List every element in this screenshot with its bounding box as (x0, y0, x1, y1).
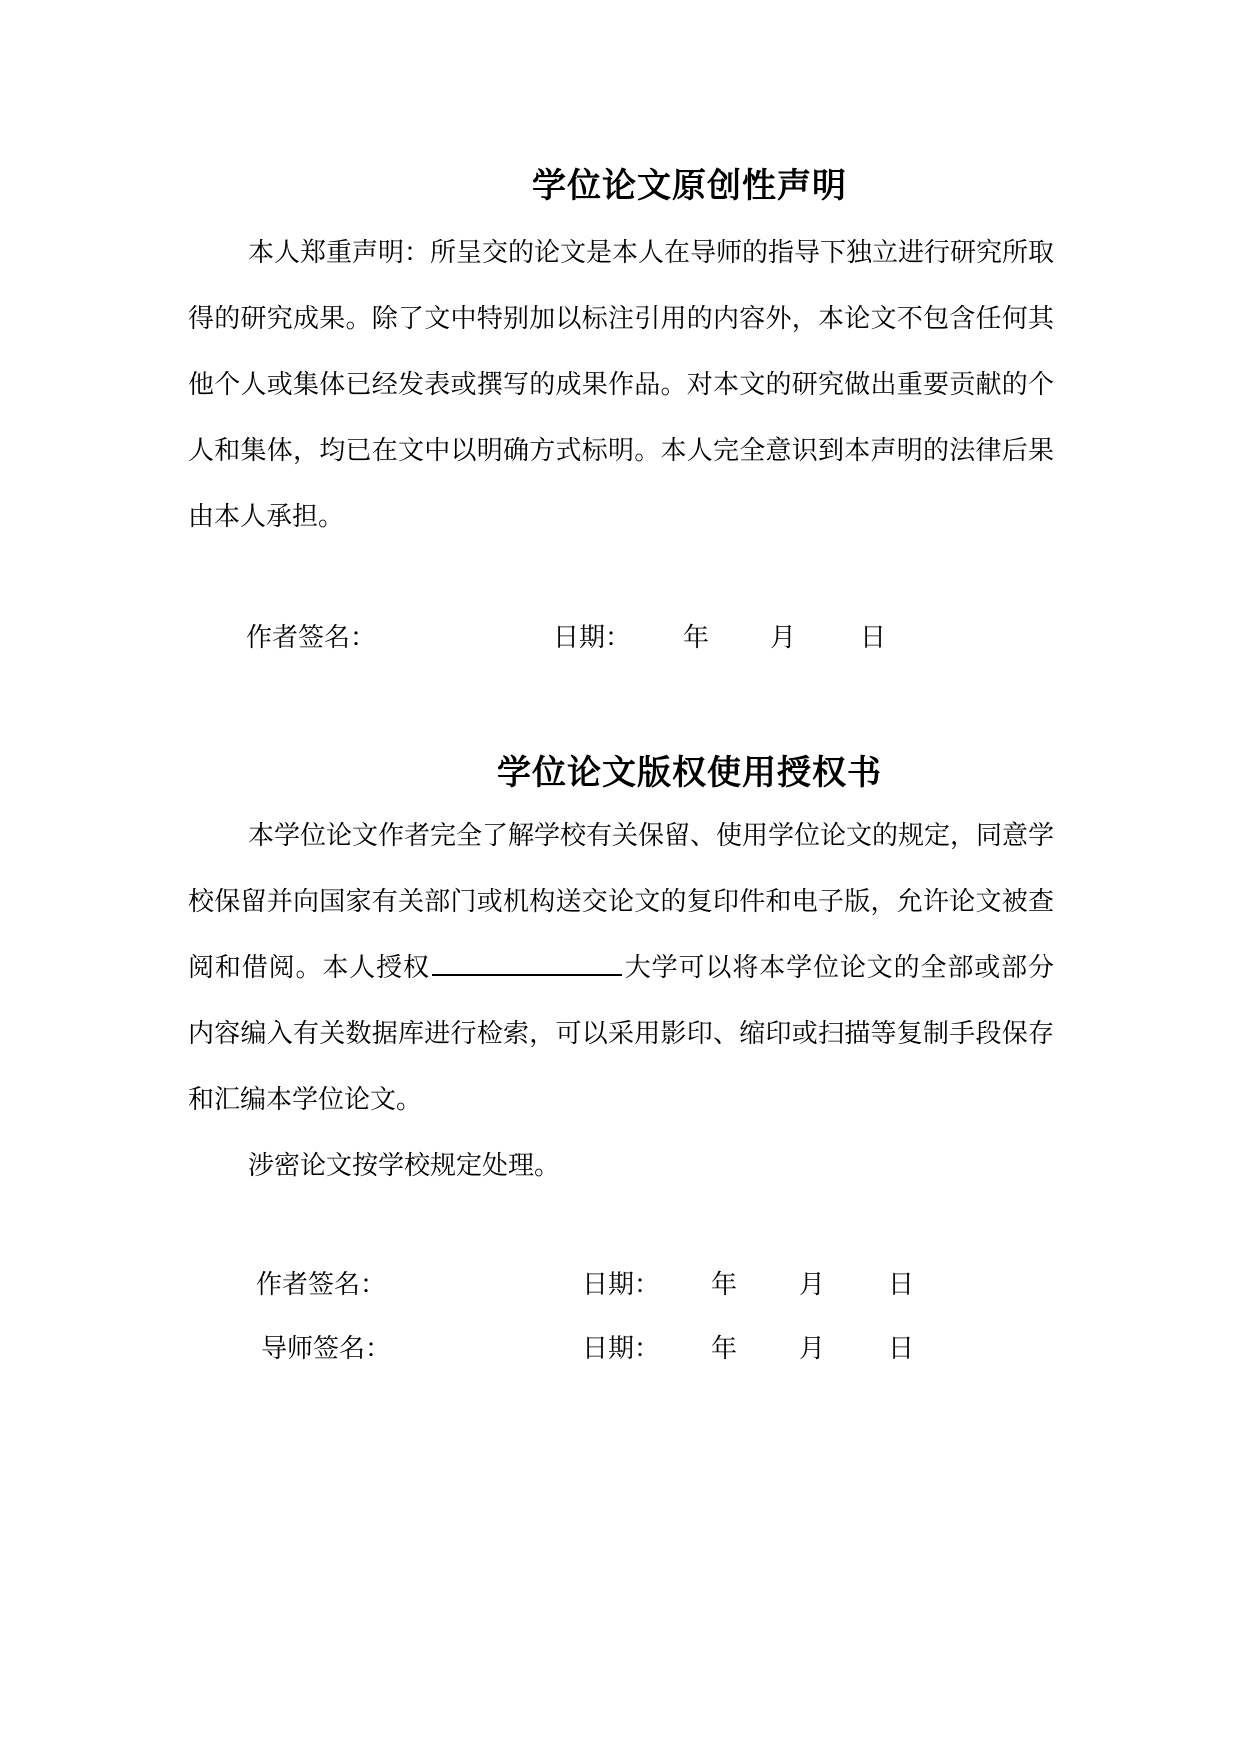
date-label: 日期： (582, 1270, 661, 1300)
declaration-body: 本人郑重声明：所呈交的论文是本人在导师的指导下独立进行研究所取得的研究成果。除了文中特别加以标注引用的内容外，本论文不包含任何其他个人或集体已经发表或撰写的成果作品。对本文的研究做出重要贡献的个人和集体，均已在文中以明确方式标明。本人完全意识到本声明的法律后果由本人承担。 (188, 238, 1055, 532)
authorization-body-after: 大学可以将本学位论文的全部或部分内容编入有关数据库进行检索，可以采用影印、缩印或扫描等复制手段保存和汇编本学位论文。 (188, 953, 1054, 1115)
declaration-title: 学位论文原创性声明 (532, 166, 847, 206)
author-signature-label: 作者签名： (246, 623, 377, 653)
year-label: 年 (683, 623, 710, 653)
day-label: 日 (888, 1334, 915, 1364)
day-label: 日 (860, 623, 887, 653)
author-signature-label: 作者签名： (256, 1270, 387, 1300)
date-label: 日期： (553, 623, 632, 653)
month-label: 月 (799, 1270, 826, 1300)
authorization-body-before: 本学位论文作者完全了解学校有关保留、使用学位论文的规定，同意学校保留并向国家有关部门或机构送交论文的复印件和电子版，允许论文被查阅和借阅。本人授权 (188, 821, 1055, 983)
year-label: 年 (711, 1270, 738, 1300)
month-label: 月 (799, 1334, 826, 1364)
supervisor-signature-label: 导师签名： (261, 1334, 392, 1364)
month-label: 月 (770, 623, 797, 653)
day-label: 日 (888, 1270, 915, 1300)
year-label: 年 (711, 1334, 738, 1364)
supervisor-signature-row (0, 1329, 1241, 1369)
declaration-signature-row (0, 618, 1241, 658)
authorization-body (188, 803, 1054, 1133)
author-signature-row (0, 1265, 1241, 1305)
date-label: 日期： (582, 1334, 661, 1364)
authorization-title: 学位论文版权使用授权书 (497, 753, 882, 793)
university-name-blank (432, 948, 622, 976)
confidential-note: 涉密论文按学校规定处理。 (248, 1151, 561, 1181)
